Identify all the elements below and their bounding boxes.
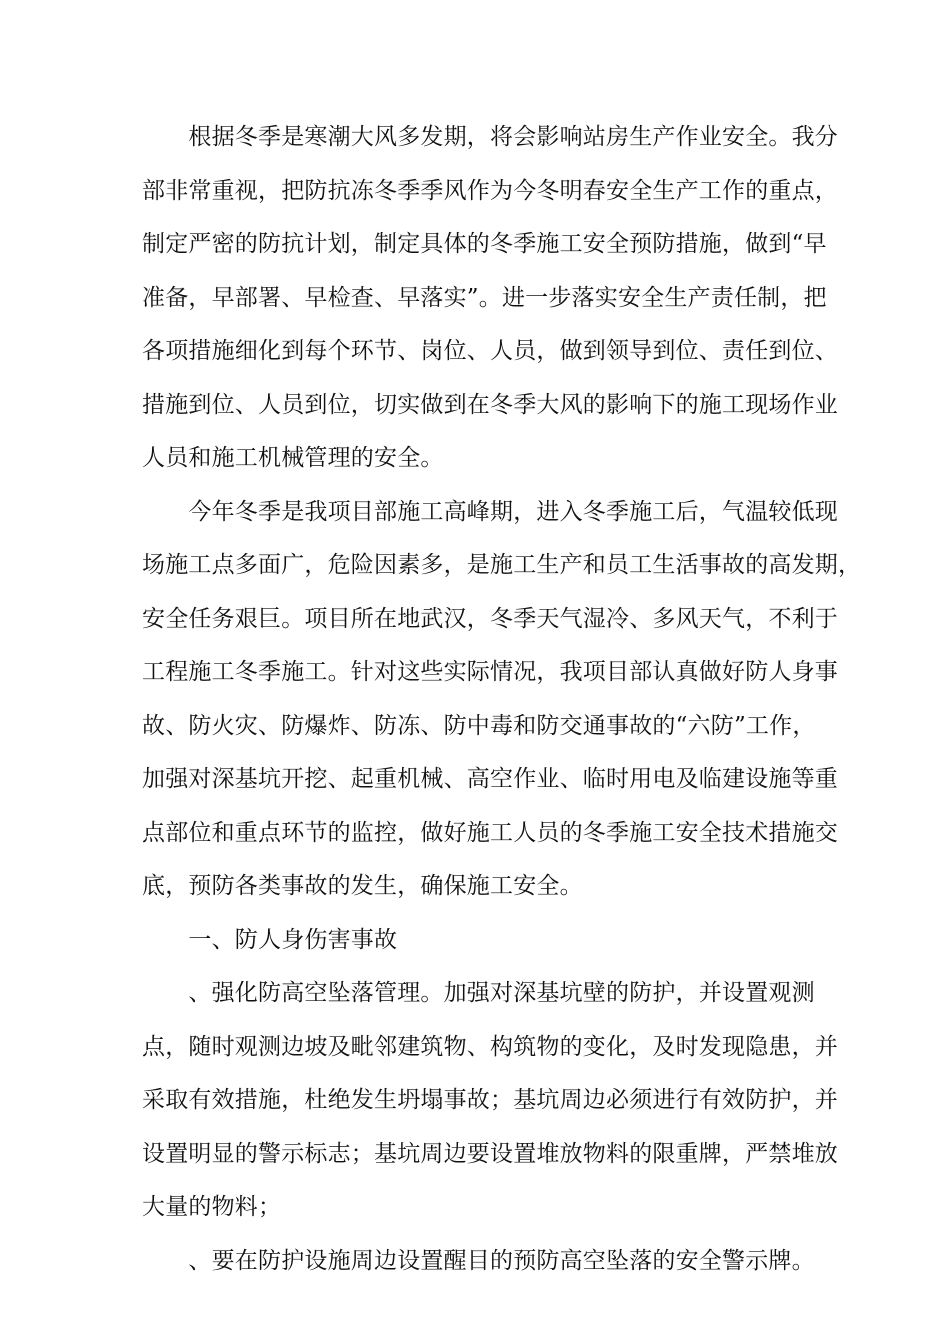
text-line: 人员和施工机械管理的安全。 (142, 445, 444, 471)
text-line: 大量的物料； (142, 1194, 282, 1220)
text-line: 点部位和重点环节的监控，做好施工人员的冬季施工安全技术措施交 (142, 820, 838, 846)
text-line: 加强对深基坑开挖、起重机械、高空作业、临时用电及临建设施等重 (142, 766, 838, 792)
text-line: 故、防火灾、防爆炸、防冻、防中毒和防交通事故的“六防”工作， (142, 713, 816, 739)
text-line: 、要在防护设施周边设置醒目的预防高空坠落的安全警示牌。 (142, 1248, 815, 1274)
text-line: 部非常重视，把防抗冻冬季季风作为今冬明春安全生产工作的重点， (142, 178, 838, 204)
text-line: 点，随时观测边坡及毗邻建筑物、构筑物的变化，及时发现隐患，并 (142, 1034, 838, 1060)
text-line: 各项措施细化到每个环节、岗位、人员，做到领导到位、责任到位、 (142, 338, 838, 364)
text-line: 准备，早部署、早检查、早落实”。进一步落实安全生产责任制，把 (142, 285, 827, 311)
text-line: 今年冬季是我项目部施工高峰期，进入冬季施工后，气温较低现 (142, 499, 838, 525)
text-line: 安全任务艰巨。项目所在地武汉，冬季天气湿冷、多风天气，不利于 (142, 606, 838, 632)
text-line: 采取有效措施，杜绝发生坍塌事故；基坑周边必须进行有效防护，并 (142, 1087, 838, 1113)
text-line: 工程施工冬季施工。针对这些实际情况，我项目部认真做好防人身事 (142, 659, 838, 685)
section-heading: 一、防人身伤害事故 (142, 927, 398, 953)
text-line: 制定严密的防抗计划，制定具体的冬季施工安全预防措施，做到“早 (142, 231, 827, 257)
text-line: 措施到位、人员到位，切实做到在冬季大风的影响下的施工现场作业 (142, 392, 838, 418)
text-line: 场施工点多面广，危险因素多，是施工生产和员工生活事故的高发期， (142, 552, 862, 578)
text-line: 、强化防高空坠落管理。加强对深基坑壁的防护，并设置观测 (142, 980, 815, 1006)
text-line: 设置明显的警示标志；基坑周边要设置堆放物料的限重牌，严禁堆放 (142, 1141, 838, 1167)
text-line: 根据冬季是寒潮大风多发期，将会影响站房生产作业安全。我分 (142, 124, 838, 150)
text-line: 底，预防各类事故的发生，确保施工安全。 (142, 873, 583, 899)
